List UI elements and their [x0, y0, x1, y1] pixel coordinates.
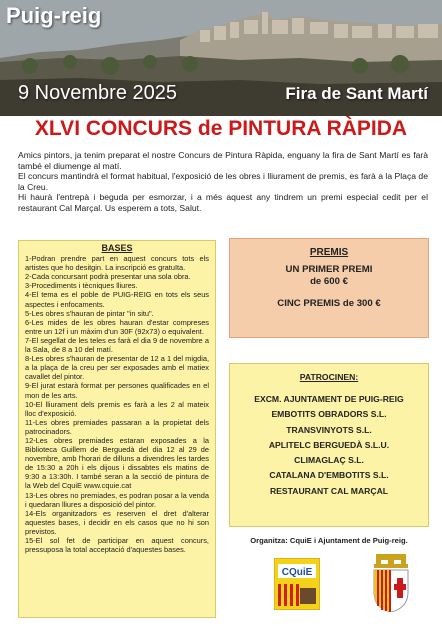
sponsors-panel: [229, 363, 429, 527]
header-photo: [0, 0, 442, 116]
bases-item: 14-Els organitzadors es reserven el dret d'alterar aquestes bases, i decidir en els casos que no hi son previstos.: [25, 508, 209, 536]
other-prizes: CINC PREMIS de 300 €: [277, 298, 381, 309]
bases-item: 9-El jurat estarà format per persones qualificades en el mon de les arts.: [25, 381, 209, 400]
sponsor-item: RESTAURANT CAL MARÇAL: [269, 485, 389, 496]
bases-panel: [18, 240, 216, 618]
cquie-logo: [274, 558, 320, 610]
sponsor-item: APLITELC BERGUEDÀ S.L.U.: [268, 439, 390, 450]
bases-item: 8-Les obres s'hauran de presentar de 12 a 1 del migdia, a la plaça de la creu per ser exposades amb el matiex cavallet del pintor.: [25, 354, 209, 382]
fair-name: Fira de Sant Martí: [285, 84, 428, 103]
date-bar: [0, 82, 442, 110]
bases-item: 3-Procediments i tècniques lliures.: [25, 281, 138, 291]
svg-text:CQuiE: CQuiE: [281, 567, 313, 578]
bases-item: 15-El sol fet de participar en aquest concurs, pressuposa la total acceptació d'aquestes bases.: [25, 536, 209, 555]
town-name: Puig-reig: [6, 3, 102, 28]
bases-item: 11-Les obres premiades passaran a la propietat dels patrocinadors.: [25, 417, 209, 436]
bases-item: 1-Podran prendre part en aquest concurs tots els artistes que ho desitgin. La inscripció es gratuïta.: [25, 254, 209, 273]
bases-item: 5-Les obres s'hauran de pintar "in situ".: [25, 308, 154, 318]
intro-paragraph: Amics pintors, ja tenim preparat el nostre Concurs de Pintura Ràpida, enguany la fira de Sant Martí es farà també el diumenge al matí.: [18, 150, 428, 171]
page-title: XLVI CONCURS de PINTURA RÀPIDA: [34, 117, 408, 140]
prizes-panel: [229, 238, 429, 338]
prizes-heading: PREMIS: [309, 247, 349, 258]
bases-item: 7-El segellat de les teles es farà el dia 9 de novembre a la Sala, de 8 a 10 del matí.: [25, 335, 209, 355]
sponsor-item: EXCM. AJUNTAMENT DE PUIG-REIG: [254, 394, 404, 404]
intro-paragraph: Hi haurà l'entrepà i beguda per esmorzar, i a més aquest any tindrem un premi especial cedit per el restaurant Cal Marçal. Us esperem a tots, Salut.: [18, 192, 428, 213]
intro-text: [18, 150, 428, 214]
organizers-note: Organitza: CquiE i Ajuntament de Puig-reig.: [250, 536, 408, 545]
bases-heading: BASES: [101, 243, 133, 253]
sponsors-list: [230, 392, 428, 499]
first-prize-label: UN PRIMER PREMI: [285, 264, 373, 275]
first-prize-amount: de 600 €: [310, 276, 348, 287]
sponsor-item: CLIMAGLAÇ S.L.: [294, 455, 364, 466]
bases-item: 12-Les obres premiades estaran exposades a la Biblioteca Guillem de Berguedà del dia 12 al 29 de novembre, amb l'horari de dilluns a divendres les tardes de 15:30 a 20h i els dijous i dissabtes els matins de 9:30 a 13:30h. I també seran a la secció de pintura de la Web del CquiE www.cquie.cat: [25, 435, 209, 491]
sponsor-item: EMBOTITS OBRADORS S.L.: [271, 409, 387, 420]
bases-item: 6-Les mides de les obres hauran d'estar compreses entre un 12f i un màxim d'un 30F (92x73) o equivalent.: [25, 317, 209, 336]
sponsor-item: TRANSVINYOTS S.L.: [286, 424, 372, 435]
bases-item: 4-El tema es el poble de PUIG-REIG en tots els seus aspectes i enfocaments.: [25, 290, 209, 309]
event-date: 9 Novembre 2025: [18, 82, 177, 104]
sponsors-heading: PATROCINEN:: [299, 372, 359, 382]
sponsor-item: CATALANA D'EMBOTITS S.L.: [269, 470, 389, 481]
intro-paragraph: El concurs mantindrà el format habitual, l'exposició de les obres i lliurament de premis, es farà a la Plaça de la Creu.: [18, 171, 428, 192]
bases-item: 2-Cada concursant podrà presentar una sola obra.: [25, 272, 191, 282]
bases-item: 13-Les obres no premiades, es podran posar a la venda i quedaran lliures a disposició del pintor.: [25, 490, 209, 509]
municipal-coat-of-arms: [368, 554, 414, 612]
bases-item: 10-El lliurament dels premis es farà a les 2 al mateix lloc d'exposició.: [25, 399, 209, 418]
